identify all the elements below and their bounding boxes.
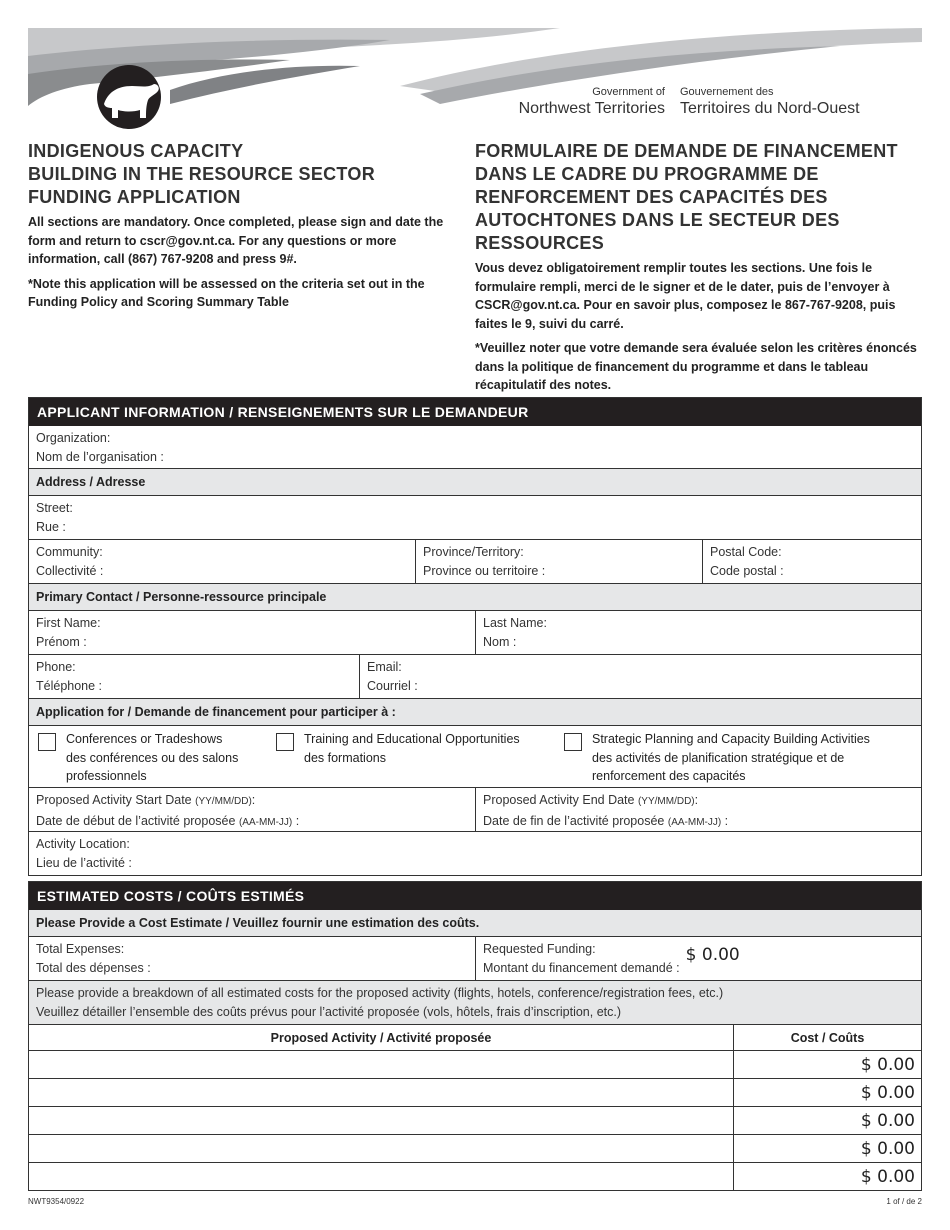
title-block-en [28,140,458,312]
end-label-en: Proposed Activity End Date [483,793,635,807]
costs-section [28,881,922,1191]
table-row [29,1106,921,1134]
col-header-cost: Cost / Coûts [733,1025,921,1050]
community-field[interactable] [29,540,415,583]
gov-fr-big: Territoires du Nord-Ouest [680,100,860,117]
first-name-label-en: First Name: [36,616,101,630]
start-format-fr: (AA-MM-JJ) [238,816,293,828]
option-training[interactable] [274,730,562,783]
total-label-fr: Total des dépenses : [36,960,151,975]
conferences-checkbox[interactable] [38,733,56,751]
application-options-row [29,725,921,787]
name-row [29,610,921,654]
end-label-fr: Date de fin de l’activité proposée [483,813,665,828]
breakdown-instructions [29,980,921,1024]
option-label-fr: des formations [304,750,386,765]
government-name-fr [680,86,920,118]
applicant-heading: APPLICANT INFORMATION / RENSEIGNEMENTS SUR LE DEMANDEUR [29,398,921,426]
postal-code-field[interactable] [702,540,921,583]
option-label-fr: des conférences ou des salons professionnels [66,750,239,783]
requested-label-fr: Montant du financement demandé : [483,960,680,975]
cost-table-header [29,1024,921,1050]
option-label-en: Strategic Planning and Capacity Building Activities [592,732,870,746]
location-row [29,539,921,583]
totals-row [29,936,921,980]
email-label-fr: Courriel : [367,678,418,693]
requested-funding-value[interactable]: $ 0.00 [685,945,740,966]
table-row [29,1134,921,1162]
form-code: NWT9354/0922 [28,1197,85,1206]
cost-cell[interactable]: $ 0.00 [733,1135,921,1162]
activity-cell[interactable] [29,1163,733,1190]
contact-row [29,654,921,698]
cost-cell[interactable]: $ 0.00 [733,1163,921,1190]
activity-cell[interactable] [29,1079,733,1106]
phone-label-fr: Téléphone : [36,678,103,693]
intro-en: All sections are mandatory. Once completed, please sign and date the form and return to cscr@gov.nt.ca. For any questions or more information, call (867) 767-9208 and press 9#. [28,215,444,266]
last-name-field[interactable] [475,611,921,654]
activity-location-label-en: Activity Location: [36,837,130,851]
option-strategic-planning[interactable] [562,730,914,783]
form-title-en [28,140,458,209]
table-row [29,1078,921,1106]
page-number: 1 of / de 2 [886,1197,922,1206]
note-fr: *Veuillez noter que votre demande sera évaluée selon les critères énoncés dans la politique de financement du programme et dans le tableau récapitulatif des notes. [475,341,917,392]
street-label-fr: Rue : [36,519,66,534]
start-label-en: Proposed Activity Start Date [36,793,192,807]
option-conferences[interactable] [36,730,274,783]
first-name-field[interactable] [29,611,475,654]
activity-cell[interactable] [29,1051,733,1078]
title-en-line: INDIGENOUS CAPACITY [28,141,244,161]
organization-label-en: Organization: [36,431,111,445]
applicant-section [28,397,922,876]
start-label-fr: Date de début de l’activité proposée [36,813,236,828]
province-label-fr: Province ou territoire : [423,563,546,578]
gov-en-small: Government of [592,86,665,98]
start-date-field[interactable]: Proposed Activity Start Date (YY/MM/DD): Date de début de l’activité proposée (AA-MM-JJ) : [36,793,300,828]
end-format-en: (YY/MM/DD) [637,796,695,807]
postal-label-fr: Code postal : [710,563,784,578]
option-label-en: Training and Educational Opportunities [304,732,520,746]
breakdown-text-en: Please provide a breakdown of all estimated costs for the proposed activity (flights, hotels, conference/registration fees, etc.) [36,986,724,1000]
training-checkbox[interactable] [276,733,294,751]
primary-contact-subheading: Primary Contact / Personne-ressource principale [29,583,921,610]
table-row [29,1050,921,1078]
start-format-en: (YY/MM/DD) [195,796,252,807]
title-fr-line: RENFORCEMENT DES CAPACITÉS DES [475,187,828,207]
note-en: *Note this application will be assessed on the criteria set out in the Funding Policy and Scoring Summary Table [28,276,425,309]
first-name-label-fr: Prénom : [36,634,87,649]
organization-label-fr: Nom de l’organisation : [36,449,164,464]
costs-heading: ESTIMATED COSTS / COÛTS ESTIMÉS [29,882,921,910]
street-field[interactable] [29,495,921,539]
last-name-label-fr: Nom : [483,634,517,649]
application-for-subheading: Application for / Demande de financement pour participer à : [29,698,921,725]
title-en-line: BUILDING IN THE RESOURCE SECTOR [28,164,375,184]
gov-en-big: Northwest Territories [518,100,665,117]
street-label-en: Street: [36,501,73,515]
title-en-line: FUNDING APPLICATION [28,187,241,207]
intro-fr: Vous devez obligatoirement remplir toutes les sections. Une fois le formulaire rempli, merci de le signer et de le dater, puis de l’envoyer à CSCR@gov.nt.ca. Pour en savoir plus, composez le 867-767-9208, puis faites le 9, suivi du carré. [475,261,896,331]
form-title-fr [475,140,925,255]
province-label-en: Province/Territory: [423,545,524,559]
last-name-label-en: Last Name: [483,616,547,630]
title-fr-line: DANS LE CADRE DU PROGRAMME DE [475,164,819,184]
requested-label-en: Requested Funding: [483,942,596,956]
requested-funding-field[interactable] [475,937,921,980]
activity-cell[interactable] [29,1135,733,1162]
email-label-en: Email: [367,660,402,674]
title-fr-line: FORMULAIRE DE DEMANDE DE FINANCEMENT [475,141,898,161]
phone-label-en: Phone: [36,660,76,674]
total-label-en: Total Expenses: [36,942,125,956]
address-subheading: Address / Adresse [29,468,921,495]
phone-field[interactable] [29,655,359,698]
title-fr-line: AUTOCHTONES DANS LE SECTEUR DES [475,210,840,230]
province-field[interactable] [415,540,702,583]
option-label-en: Conferences or Tradeshows [66,732,223,746]
government-name-en [500,86,665,118]
title-block-fr [475,140,925,395]
email-field[interactable] [359,655,921,698]
option-label-fr: des activités de planification stratégique et de renforcement des capacités [592,750,845,783]
strategic-planning-checkbox[interactable] [564,733,582,751]
dates-row [29,787,921,831]
activity-cell[interactable] [29,1107,733,1134]
cost-cell[interactable]: $ 0.00 [733,1079,921,1106]
end-format-fr: (AA-MM-JJ) [667,816,722,828]
title-fr-line: RESSOURCES [475,233,605,253]
cost-estimate-subheading: Please Provide a Cost Estimate / Veuillez fournir une estimation des coûts. [29,910,921,936]
cost-cell[interactable]: $ 0.00 [733,1051,921,1078]
col-header-activity: Proposed Activity / Activité proposée [270,1031,492,1045]
nwt-bear-logo-icon [97,65,161,129]
postal-label-en: Postal Code: [710,545,782,559]
community-label-fr: Collectivité : [36,563,104,578]
community-label-en: Community: [36,545,103,559]
breakdown-text-fr: Veuillez détailler l’ensemble des coûts prévus pour l’activité proposée (vols, hôtels, frais d’inscription, etc.) [36,1004,622,1019]
activity-location-label-fr: Lieu de l’activité : [36,855,132,870]
table-row [29,1162,921,1190]
cost-cell[interactable]: $ 0.00 [733,1107,921,1134]
organization-field[interactable] [29,426,921,468]
gov-fr-small: Gouvernement des [680,86,774,98]
end-date-field[interactable]: Proposed Activity End Date (YY/MM/DD): Date de fin de l’activité proposée (AA-MM-JJ) : [475,788,921,831]
total-expenses-field[interactable] [29,937,475,980]
activity-location-field[interactable] [29,831,921,875]
